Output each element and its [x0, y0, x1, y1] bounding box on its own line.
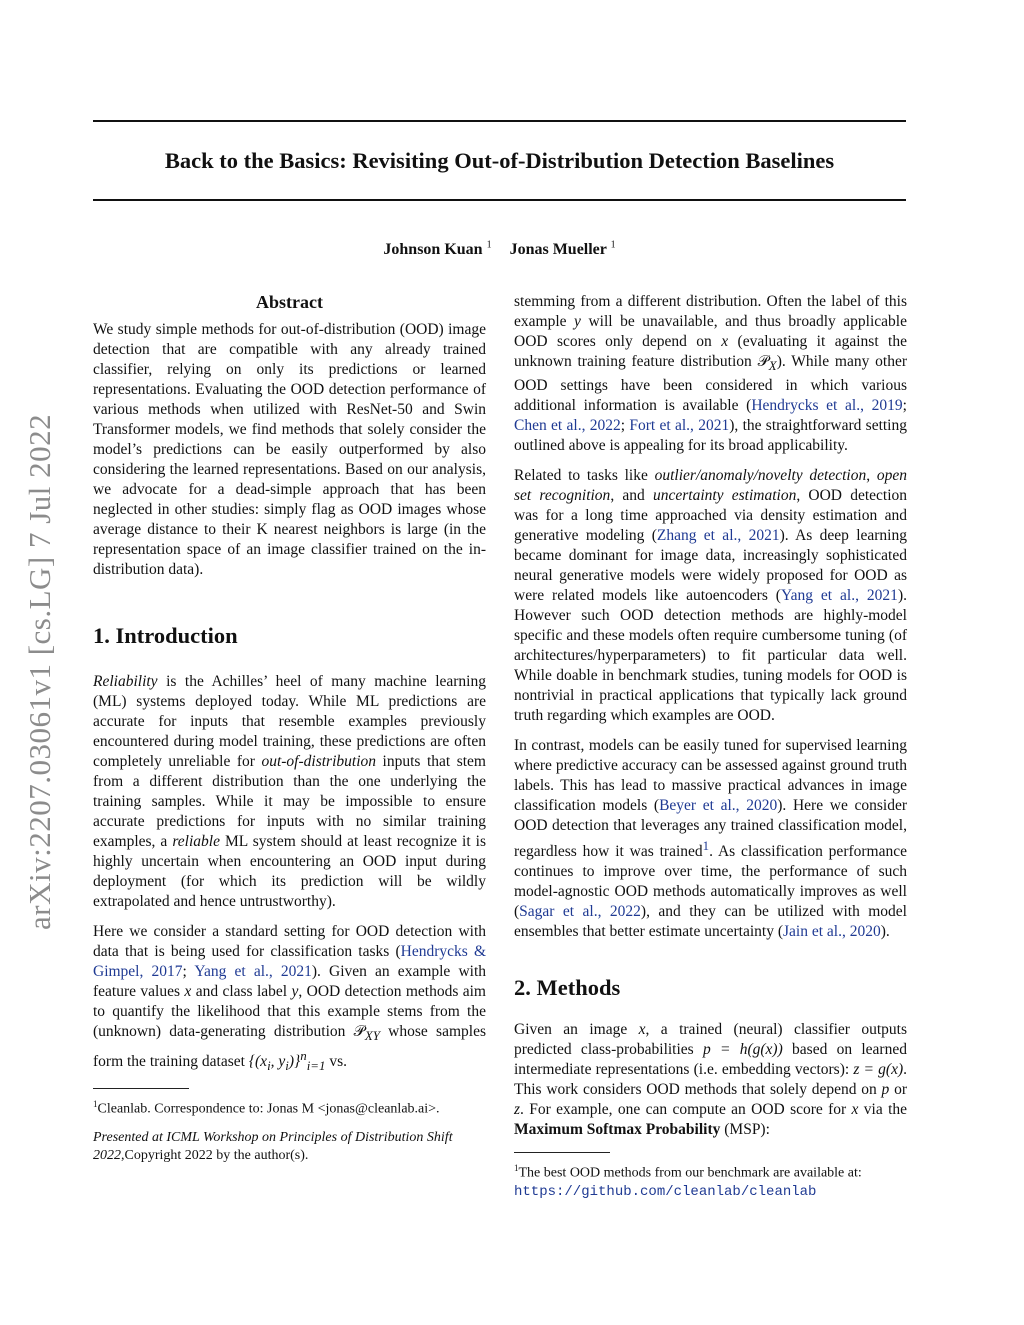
citation-link[interactable]: Hendrycks & Gimpel, 2017 — [93, 943, 486, 980]
math-symbol: y — [291, 983, 299, 1000]
abstract-heading: Abstract — [256, 292, 323, 312]
footnote-affiliation: $^1$Cleanlab. Correspondence to: Jonas M <jonas@cleanlab.ai>. — [93, 1099, 440, 1117]
right-paragraph-3: In contrast, models can be easily tuned for supervised learning where predictive accuracy can be assessed against ground truth labels. This has lead to massive practical advances in image classification models (Beyer et al., 2020). Here we consider OOD detection that leverages any trained classification model, regardless how it was trained$^1$. As classification performance continues to improve over time, the performance of such model-agnostic OOD methods automatically improves as well (Sagar et al., 2022), and they can be utilized with model ensembles that better estimate uncertainty (Jain et al., 2020). — [514, 737, 908, 941]
citation-link[interactable]: Hendrycks et al., 2019 — [751, 397, 903, 415]
affiliation-mark: 1 — [486, 240, 492, 251]
methods-paragraph: Given an image x, a trained (neural) classifier outputs predicted class-probabilities p = h(g(x)) based on learned intermediate representations (i.e. embedding vectors): z = g(x). This work considers OOD methods that solely depend on p or z. For example, one can compute an OOD score for x via the Maximum Softmax Probability (MSP): — [514, 1021, 908, 1139]
intro-paragraph-2: Here we consider a standard setting for OOD detection with data that is being used for classification tasks (Hendrycks & Gimpel, 2017; Yang et al., 2021). Given an example with feature values x and class label y, OOD detection methods aim to quantify the likelihood that this example stems from the (unknown) data-generating distribution 𝒫$_{XY}$ whose samples form the training dataset {($x_i$, $y_i)\}^n_{i=1}$ vs. — [93, 923, 486, 1074]
bold-term: Maximum Softmax Probability — [514, 1121, 721, 1139]
title-rule-bottom — [93, 199, 906, 201]
citation-link[interactable]: Beyer et al., 2020 — [659, 797, 778, 815]
affiliation-mark: 1 — [610, 240, 616, 251]
left-column — [93, 290, 486, 1175]
emphasis: open set recognition — [514, 467, 908, 505]
math-symbol: x — [184, 983, 192, 1000]
math-symbol: y — [574, 313, 581, 330]
math-distribution: 𝒫$_{XY}$ — [353, 1023, 380, 1044]
math-symbol: x — [638, 1021, 646, 1039]
math-symbol: x — [851, 1101, 859, 1119]
emphasis: outlier/anomaly/novelty detection — [654, 467, 867, 485]
math-dataset: {($x_i$, $y_i)\}^n_{i=1}$ — [248, 1048, 326, 1074]
math-distribution: 𝒫$_X$ — [757, 353, 777, 374]
math-equation: z = g(x) — [853, 1061, 904, 1079]
footnote-code: $^1$The best OOD methods from our benchmark are available at: https://github.com/cleanlab/cleanlab — [514, 1163, 862, 1200]
math-symbol: p — [881, 1081, 890, 1099]
footnote-marker[interactable]: 1 — [702, 838, 710, 854]
footnote-rule — [514, 1152, 610, 1153]
author — [510, 241, 616, 258]
citation-link[interactable]: Yang et al., 2021 — [780, 587, 898, 605]
emphasis: out-of-distribution — [261, 753, 377, 770]
abstract-text: We study simple methods for out-of-distribution (OOD) image detection that are compatible with any already trained classifier, relying on only its predictions or learned representations. Evaluating the OOD detection performance of various methods when utilized with ResNet-50 and Swin Transformer models, we find methods that solely consider the model’s predictions can be easily outperformed by also considering the learned representations. Based on our analysis, we advocate for a dead-simple approach that has been neglected in other studies: simply flag as OOD images whose average distance to their K nearest neighbors is large (in the representation space of an image classifier trained on the in-distribution data). — [93, 321, 486, 578]
math-symbol: x — [721, 333, 729, 350]
footnote-rule — [93, 1088, 189, 1089]
citation-link[interactable]: Fort et al., 2021 — [629, 417, 730, 435]
section-heading-introduction: 1. Introduction — [93, 623, 238, 648]
author-list — [93, 235, 906, 261]
author — [383, 241, 491, 258]
math-equation: p = h(g(x)) — [702, 1041, 783, 1059]
presented-notice: Presented at ICML Workshop on Principles of Distribution Shift 2022,Copyright 2022 by the author(s). — [93, 1130, 453, 1163]
intro-paragraph-1: Reliability is the Achilles’ heel of many machine learning (ML) systems deployed today. While ML predictions are accurate for inputs that resemble examples previously encountered during model training, these predictions are often completely unreliable for out-of-distribution inputs that stem from a different distribution than the one underlying the training samples. While it may be impossible to ensure accurate predictions for inputs with no similar training examples, a reliable ML system should at least recognize it is highly uncertain when encountering an OOD input during deployment (for which its prediction will be wildly extrapolated and hence untrustworthy). — [93, 673, 486, 910]
title-rule-top — [93, 120, 906, 122]
emphasis: uncertainty estimation — [652, 487, 797, 505]
math-symbol: z — [514, 1101, 521, 1119]
section-heading-methods: 2. Methods — [514, 975, 621, 1001]
emphasis: reliable — [172, 833, 220, 850]
citation-link[interactable]: Yang et al., 2021 — [194, 963, 312, 980]
citation-link[interactable]: Zhang et al., 2021 — [656, 527, 780, 545]
citation-link[interactable]: Chen et al., 2022 — [514, 417, 621, 435]
author-name: Johnson Kuan — [383, 241, 483, 259]
right-paragraph-2: Related to tasks like outlier/anomaly/novelty detection, open set recognition, and uncertainty estimation, OOD detection was for a long time approached via density estimation and generative modeling (Zhang et al., 2021). As deep learning became dominant for image data, increasingly sophisticated neural generative models were widely proposed for OOD as were related models like autoencoders (Yang et al., 2021). However such OOD detection methods are highly-model specific and these models often require cumbersome tuning (of architectures/hyperparameters) to fit particular data well. While doable in benchmark studies, tuning models for OOD is nontrivial in practical applications that typically lack ground truth regarding which examples are OOD. — [514, 467, 908, 725]
code-url-link[interactable]: https://github.com/cleanlab/cleanlab — [514, 1183, 817, 1200]
right-column — [514, 292, 907, 1211]
paper-title: Back to the Basics: Revisiting Out-of-Distribution Detection Baselines — [164, 148, 835, 173]
arxiv-stamp: arXiv:2207.03061v1 [cs.LG] 7 Jul 2022 — [22, 413, 57, 930]
author-name: Jonas Mueller — [509, 241, 607, 259]
emphasis: Reliability — [93, 673, 158, 690]
citation-link[interactable]: Sagar et al., 2022 — [519, 903, 641, 921]
citation-link[interactable]: Jain et al., 2020 — [783, 923, 881, 941]
right-paragraph-1: stemming from a different distribution. Often the label of this example y will be unavailable, and thus broadly applicable OOD scores only depend on x (evaluating it against the unknown training feature distribution 𝒫$_X$). While many other OOD settings have been considered in which various additional information is available (Hendrycks et al., 2019; Chen et al., 2022; Fort et al., 2021), the straightforward setting outlined above is appealing for its broad applicability. — [514, 293, 907, 455]
